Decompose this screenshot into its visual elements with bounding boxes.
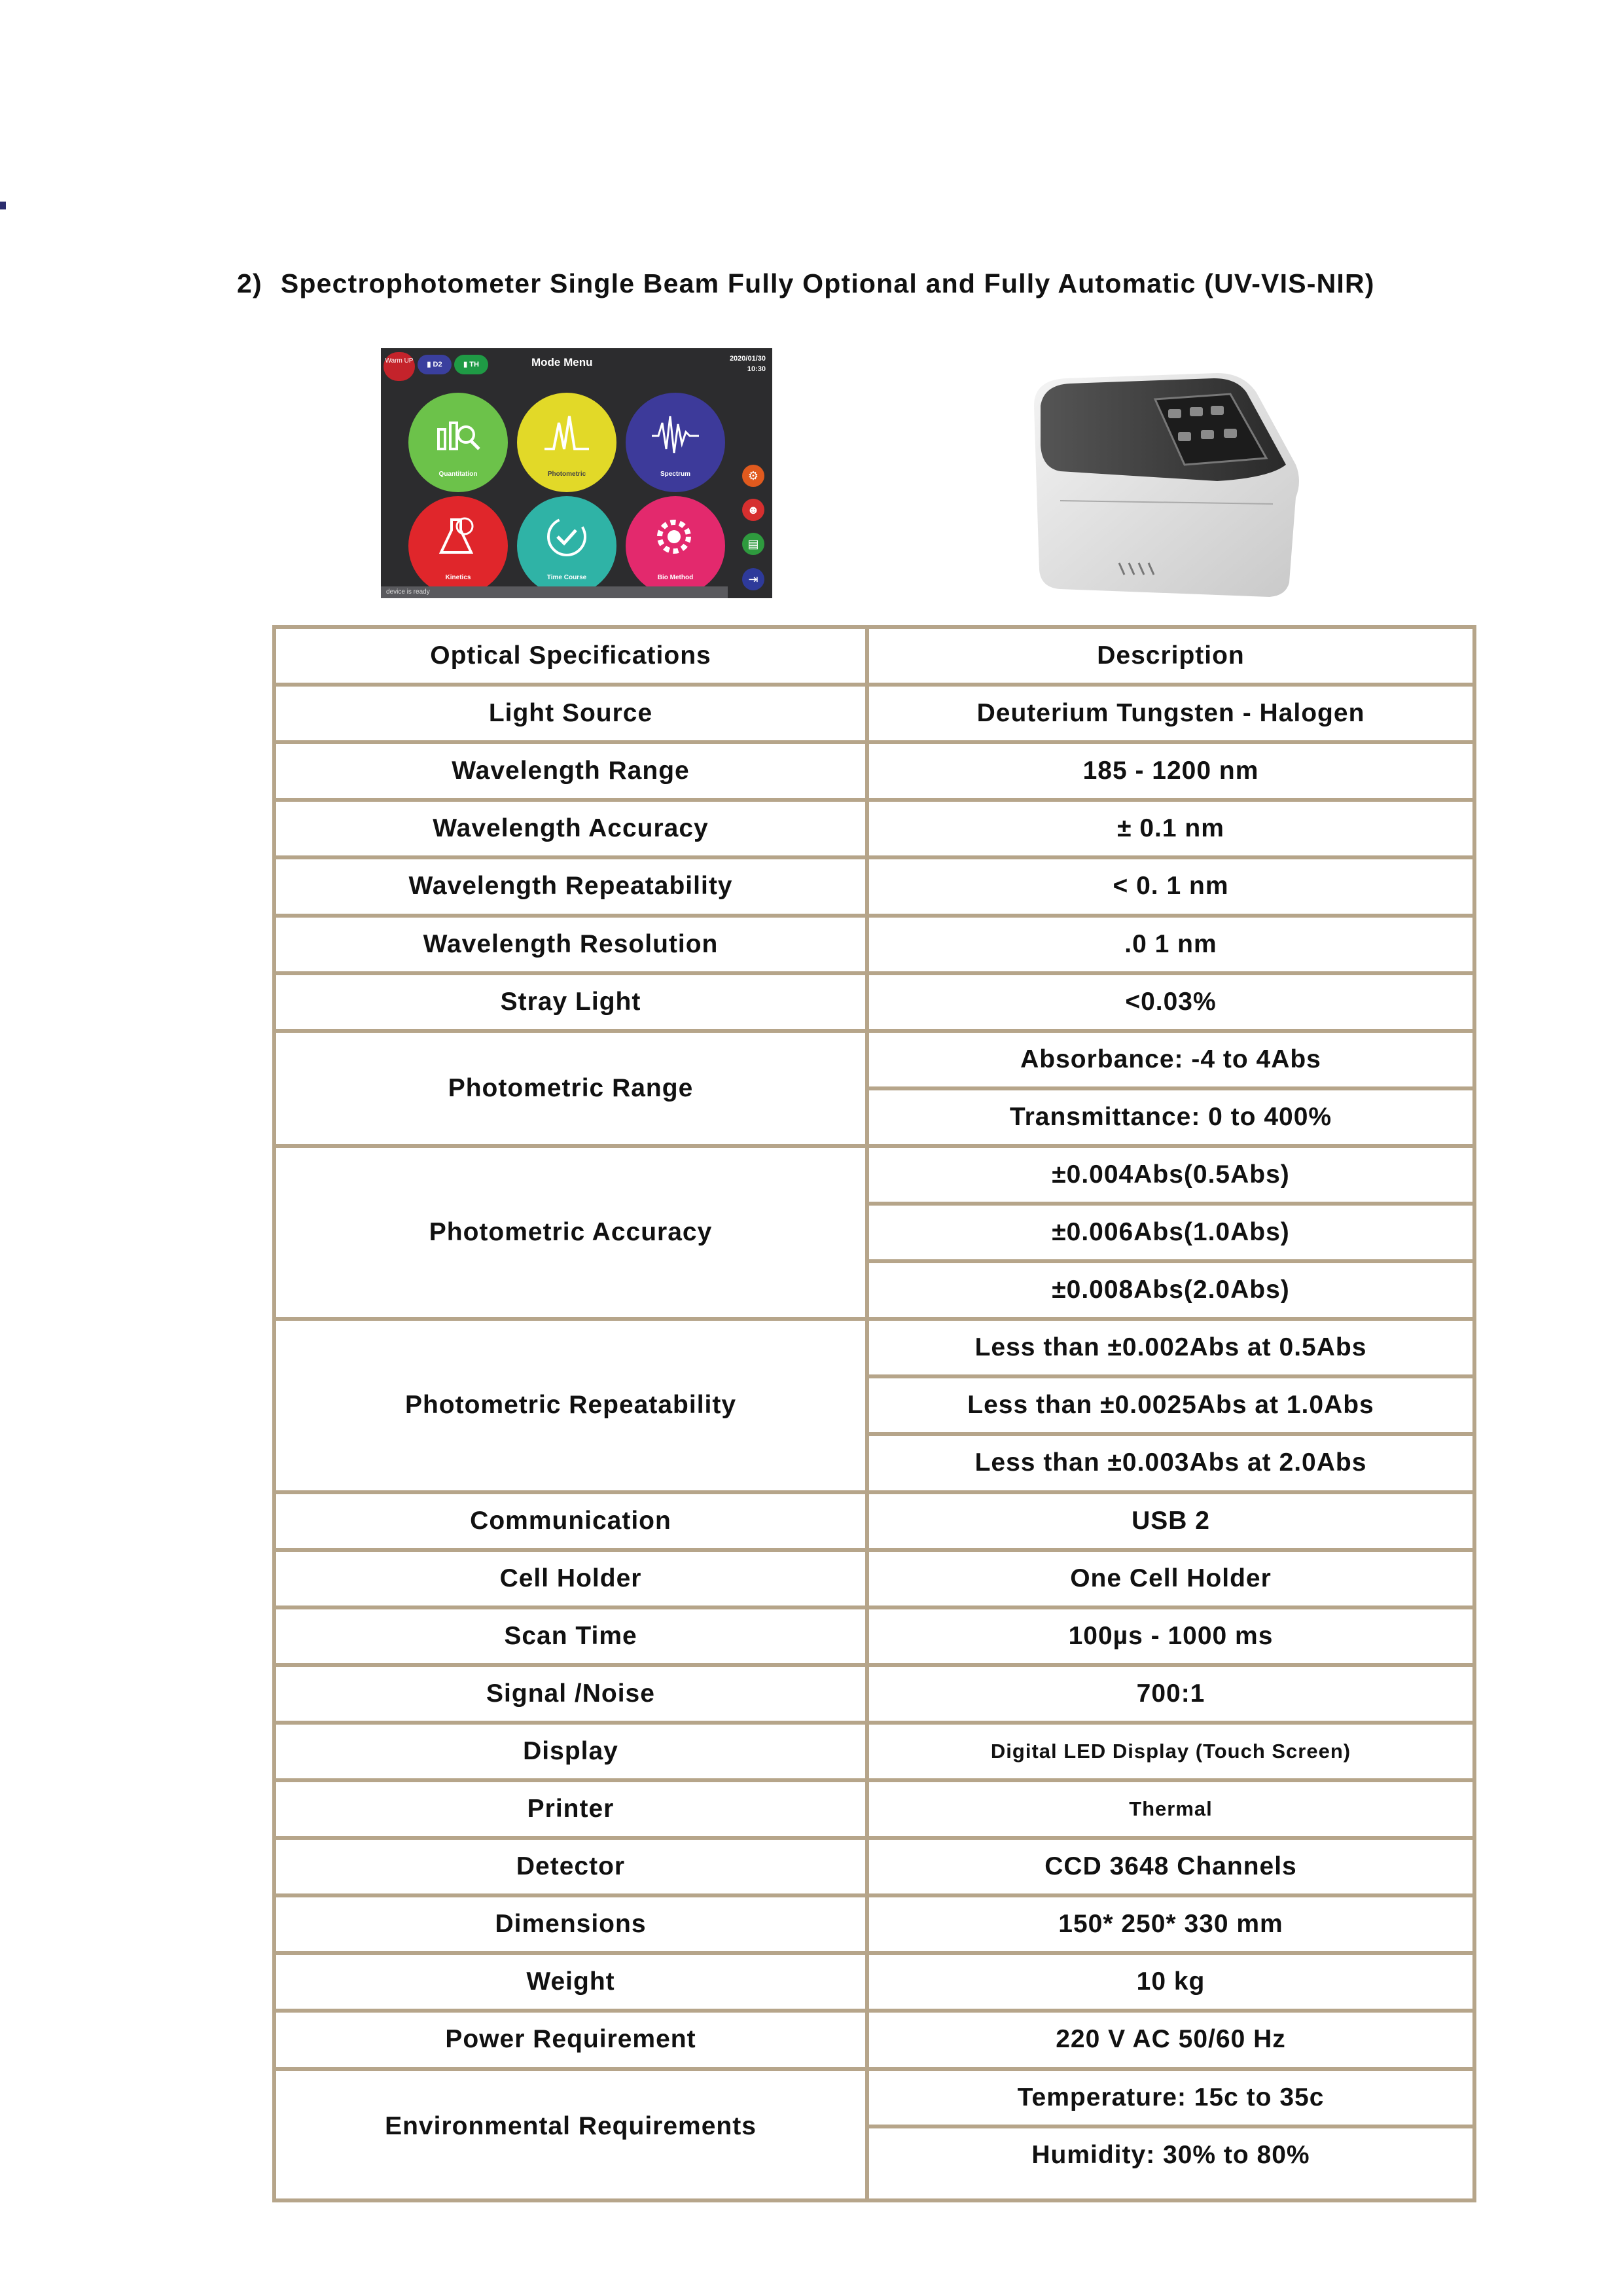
mode-tile-time-course[interactable]: [517, 496, 616, 596]
spec-value: Transmittance: 0 to 400%: [1009, 1102, 1332, 1131]
spec-value: 220 V AC 50/60 Hz: [1056, 2025, 1286, 2054]
spec-label: Photometric Range: [448, 1073, 694, 1102]
spec-value: Less than ±0.0025Abs at 1.0Abs: [967, 1391, 1374, 1420]
spec-value: 185 - 1200 nm: [1082, 757, 1259, 785]
device-mode-menu-screen: [381, 348, 772, 598]
spec-value: ±0.004Abs(0.5Abs): [1052, 1160, 1290, 1189]
spec-label: Wavelength Range: [452, 757, 690, 785]
spec-label: Signal /Noise: [486, 1679, 655, 1708]
spec-value: Temperature: 15c to 35c: [1017, 2083, 1325, 2111]
spec-value: ± 0.1 nm: [1117, 814, 1224, 843]
spec-label: Light Source: [488, 699, 653, 728]
spectrum-icon: [649, 410, 702, 456]
spec-value: Digital LED Display (Touch Screen): [990, 1739, 1351, 1763]
mode-tile-label: Photometric: [547, 471, 586, 478]
document-icon[interactable]: ▤: [742, 533, 764, 555]
warm-up-badge: Warm UP: [383, 352, 415, 381]
mode-tile-label: Time Course: [546, 574, 587, 581]
spec-value: ±0.008Abs(2.0Abs): [1052, 1276, 1290, 1304]
gear-icon[interactable]: ⚙: [742, 465, 764, 487]
spec-value: Less than ±0.003Abs at 2.0Abs: [974, 1448, 1367, 1477]
mode-tile-bio-method[interactable]: [626, 496, 725, 596]
mode-tile-label: Spectrum: [660, 471, 691, 478]
screen-datetime: 2020/01/30 10:30: [729, 355, 766, 373]
th-lamp-badge: ▮ TH: [454, 355, 488, 374]
spec-value: Deuterium Tungsten - Halogen: [976, 699, 1365, 728]
spec-value: <0.03%: [1125, 987, 1217, 1016]
spec-label: Dimensions: [495, 1910, 647, 1939]
mode-menu-title: Mode Menu: [531, 356, 593, 368]
screen-status-bar: device is ready: [381, 586, 728, 598]
table-header-right: Description: [1097, 641, 1245, 670]
spec-value: Humidity: 30% to 80%: [1031, 2140, 1310, 2169]
section-number: 2): [237, 268, 262, 298]
spec-label: Display: [523, 1736, 618, 1765]
spec-value: 700:1: [1136, 1679, 1205, 1708]
spec-label: Communication: [470, 1506, 671, 1535]
table-header-left: Optical Specifications: [430, 641, 711, 670]
spec-label: Cell Holder: [499, 1564, 642, 1592]
mode-tile-kinetics[interactable]: [408, 496, 508, 596]
spec-label: Wavelength Accuracy: [433, 814, 709, 843]
spec-label: Power Requirement: [445, 2025, 696, 2054]
mode-tile-label: Kinetics: [445, 574, 471, 581]
kinetics-icon: [432, 513, 484, 559]
spec-value: Thermal: [1129, 1797, 1213, 1821]
bio-method-icon: [649, 513, 702, 559]
spec-value: 100µs - 1000 ms: [1068, 1621, 1274, 1650]
spec-value: 10 kg: [1136, 1967, 1205, 1996]
mode-tile-photometric[interactable]: [517, 393, 616, 492]
mode-tile-label: Bio Method: [657, 574, 694, 581]
spec-value: < 0. 1 nm: [1113, 872, 1229, 901]
spec-label: Stray Light: [500, 987, 641, 1016]
corner-mark: [0, 202, 6, 209]
quantitation-icon: [432, 410, 484, 456]
screen-top-bar: [381, 348, 772, 382]
exit-icon[interactable]: ⇥: [742, 568, 764, 590]
spec-label: Printer: [527, 1795, 615, 1823]
spec-value: One Cell Holder: [1070, 1564, 1272, 1592]
time-course-icon: [541, 513, 593, 559]
mode-tile-quantitation[interactable]: [408, 393, 508, 492]
photometric-icon: [541, 410, 593, 456]
spec-value: ±0.006Abs(1.0Abs): [1052, 1218, 1290, 1247]
spec-label: Scan Time: [504, 1621, 637, 1650]
spec-label: Environmental Requirements: [385, 2111, 757, 2140]
mode-tile-spectrum[interactable]: [626, 393, 725, 492]
spec-value: Less than ±0.002Abs at 0.5Abs: [974, 1333, 1367, 1362]
user-icon[interactable]: ☻: [742, 499, 764, 521]
d2-lamp-badge: ▮ D2: [418, 355, 452, 374]
spec-label: Wavelength Resolution: [423, 929, 719, 958]
section-title: Spectrophotometer Single Beam Fully Optional and Fully Automatic (UV-VIS-NIR): [280, 268, 1375, 298]
spec-label: Wavelength Repeatability: [408, 872, 733, 901]
specifications-table: [272, 625, 1476, 2202]
spec-value: CCD 3648 Channels: [1044, 1852, 1297, 1881]
spec-label: Weight: [526, 1967, 615, 1996]
spec-value: USB 2: [1132, 1506, 1210, 1535]
spec-value: Absorbance: -4 to 4Abs: [1020, 1045, 1321, 1073]
spec-label: Photometric Repeatability: [404, 1391, 737, 1420]
spec-label: Photometric Accuracy: [429, 1218, 713, 1247]
spec-label: Detector: [516, 1852, 626, 1881]
section-heading: [237, 268, 1375, 299]
spec-value: .0 1 nm: [1124, 929, 1217, 958]
spec-value: 150* 250* 330 mm: [1058, 1910, 1283, 1939]
spectrophotometer-device-image: [1021, 367, 1309, 602]
mode-tile-label: Quantitation: [438, 471, 478, 478]
